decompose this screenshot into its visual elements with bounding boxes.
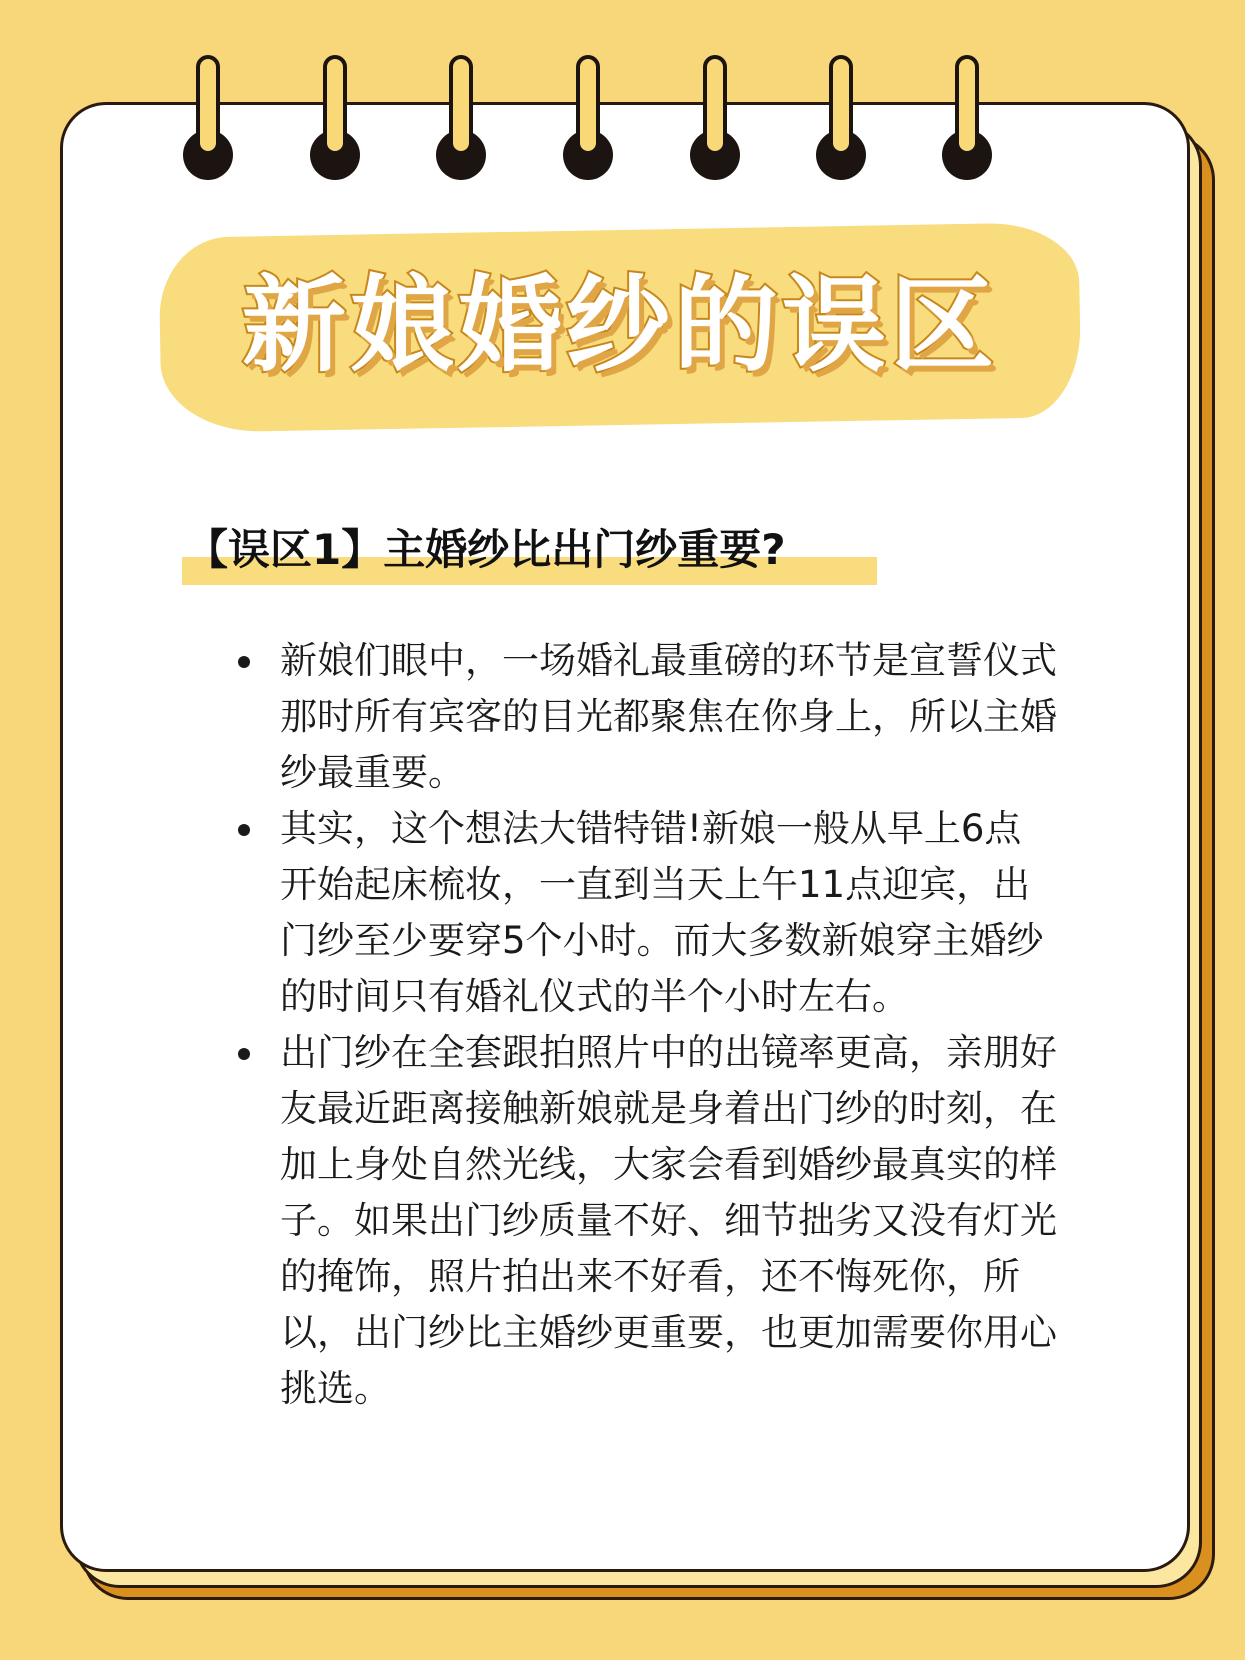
bullet-item: 其实，这个想法大错特错!新娘一般从早上6点开始起床梳妆，一直到当天上午11点迎宾，出门纱至少要穿5个小时。而大多数新娘穿主婚纱的时间只有婚礼仪式的半个小时左右。: [238, 801, 1058, 1025]
spiral-ring-icon: [816, 55, 866, 180]
spiral-ring-icon: [690, 55, 740, 180]
bullet-list: [238, 633, 1058, 1417]
section-heading: 【误区1】主婚纱比出门纱重要?: [186, 525, 786, 574]
page-title: 新娘婚纱的误区: [241, 264, 998, 386]
spiral-ring-icon: [563, 55, 613, 180]
spiral-ring-icon: [310, 55, 360, 180]
spiral-ring-icon: [183, 55, 233, 180]
spiral-ring-icon: [942, 55, 992, 180]
spiral-ring-icon: [436, 55, 486, 180]
bullet-item: 新娘们眼中，一场婚礼最重磅的环节是宣誓仪式那时所有宾客的目光都聚焦在你身上，所以主婚纱最重要。: [238, 633, 1058, 801]
bullet-item: 出门纱在全套跟拍照片中的出镜率更高，亲朋好友最近距离接触新娘就是身着出门纱的时刻，在加上身处自然光线，大家会看到婚纱最真实的样子。如果出门纱质量不好、细节拙劣又没有灯光的掩饰，照片拍出来不好看，还不悔死你，所以，出门纱比主婚纱更重要，也更加需要你用心挑选。: [238, 1025, 1058, 1417]
